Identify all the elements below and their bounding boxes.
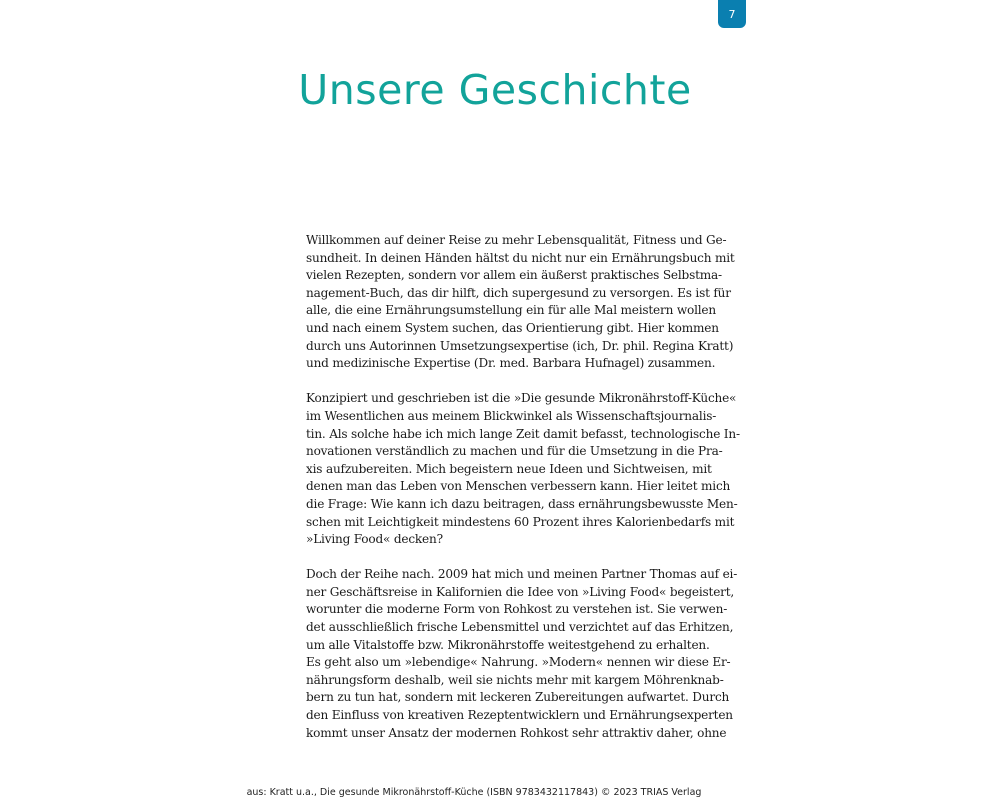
text-line: bern zu tun hat, sondern mit leckeren Zubereitungen aufwartet. Durch: [306, 690, 730, 705]
text-line: im Wesentlichen aus meinem Blickwinkel als Wissenschaftsjournalis-: [306, 408, 717, 423]
text-line: Es geht also um »lebendige« Nahrung. »Modern« nennen wir diese Er-: [306, 655, 731, 670]
text-line: kommt unser Ansatz der modernen Rohkost sehr attraktiv daher, ohne: [306, 725, 727, 740]
page-number-badge: 7: [718, 0, 746, 28]
text-line: sundheit. In deinen Händen hältst du nicht nur ein Ernährungsbuch mit: [306, 250, 735, 265]
text-line: alle, die eine Ernährungsumstellung ein für alle Mal meistern wollen: [306, 303, 716, 318]
text-line: nagement-Buch, das dir hilft, dich supergesund zu versorgen. Es ist für: [306, 285, 731, 300]
text-line: novationen verständlich zu machen und für die Umsetzung in die Pra-: [306, 444, 723, 459]
page-title: Unsere Geschichte: [298, 66, 692, 114]
text-line: xis aufzubereiten. Mich begeistern neue Ideen und Sichtweisen, mit: [306, 461, 712, 476]
source-footer: aus: Kratt u.a., Die gesunde Mikronährstoff-Küche (ISBN 9783432117843) © 2023 TRIAS Verlag: [246, 787, 702, 798]
text-line: Konzipiert und geschrieben ist die »Die gesunde Mikronährstoff-Küche«: [306, 391, 737, 406]
text-line: tin. Als solche habe ich mich lange Zeit damit befasst, technologische In-: [306, 426, 740, 441]
text-line: die Frage: Wie kann ich dazu beitragen, dass ernährungsbewusste Men-: [306, 496, 738, 511]
text-line: vielen Rezepten, sondern vor allem ein äußerst praktisches Selbstma-: [306, 268, 722, 283]
text-line: »Living Food« decken?: [306, 532, 443, 547]
text-line: den Einfluss von kreativen Rezeptentwicklern und Ernährungsexperten: [306, 708, 733, 723]
text-line: Doch der Reihe nach. 2009 hat mich und meinen Partner Thomas auf ei-: [306, 567, 738, 582]
paragraph-2: [306, 390, 740, 548]
text-line: Willkommen auf deiner Reise zu mehr Lebensqualität, Fitness und Ge-: [306, 233, 727, 247]
text-line: und nach einem System suchen, das Orientierung gibt. Hier kommen: [306, 320, 719, 335]
text-line: worunter die moderne Form von Rohkost zu verstehen ist. Sie verwen-: [306, 602, 728, 617]
text-line: um alle Vitalstoffe bzw. Mikronährstoffe weitestgehend zu erhalten.: [306, 637, 710, 652]
paragraph-1: [306, 232, 735, 373]
paragraph-3: [306, 566, 738, 742]
text-line: ner Geschäftsreise in Kalifornien die Idee von »Living Food« begeistert,: [306, 584, 735, 599]
text-line: durch uns Autorinnen Umsetzungsexpertise (ich, Dr. phil. Regina Kratt): [306, 338, 734, 353]
text-line: und medizinische Expertise (Dr. med. Barbara Hufnagel) zusammen.: [306, 356, 716, 371]
text-line: schen mit Leichtigkeit mindestens 60 Prozent ihres Kalorienbedarfs mit: [306, 514, 735, 529]
body-text: [306, 232, 740, 760]
text-line: nährungsform deshalb, weil sie nichts mehr mit kargem Möhrenknab-: [306, 672, 724, 687]
text-line: det ausschließlich frische Lebensmittel und verzichtet auf das Erhitzen,: [306, 620, 734, 635]
text-line: denen man das Leben von Menschen verbessern kann. Hier leitet mich: [306, 479, 731, 494]
